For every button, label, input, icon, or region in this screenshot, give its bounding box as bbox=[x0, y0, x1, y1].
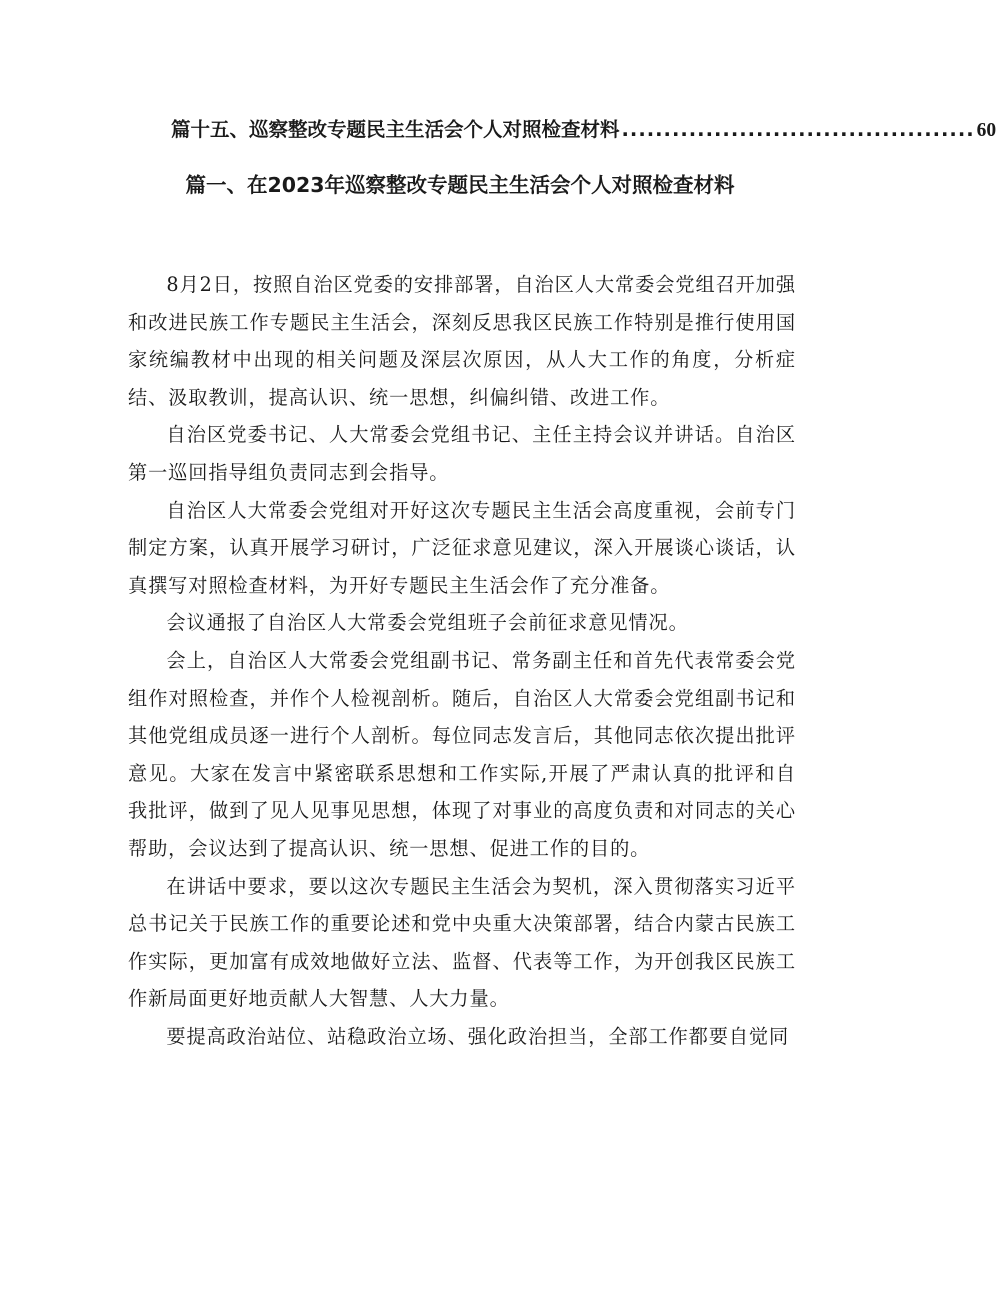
paragraph: 自治区人大常委会党组对开好这次专题民主生活会高度重视，会前专门制定方案，认真开展学习研讨，广泛征求意见建议，深入开展谈心谈话，认真撰写对照检查材料，为开好专题民主生活会作了充分准备。 bbox=[128, 498, 796, 597]
toc-page-number: 60 bbox=[976, 120, 996, 141]
document-heading: 篇一、在2023年巡察整改专题民主生活会个人对照检查材料 bbox=[185, 173, 735, 197]
paragraph: 要提高政治站位、站稳政治立场、强化政治担当，全部工作都要自觉同 bbox=[166, 1024, 790, 1048]
toc-entry[interactable] bbox=[171, 114, 996, 144]
document-body bbox=[128, 266, 796, 1055]
paragraph: 会议通报了自治区人大常委会党组班子会前征求意见情况。 bbox=[166, 611, 689, 635]
paragraph: 会上，自治区人大常委会党组副书记、常务副主任和首先代表常委会党组作对照检查，并作个人检视剖析。随后，自治区人大常委会党组副书记和其他党组成员逐一进行个人剖析。每位同志发言后，其他同志依次提出批评意见。大家在发言中紧密联系思想和工作实际,开展了严肃认真的批评和自我批评，做到了见人见事见思想，体现了对事业的高度负责和对同志的关心帮助，会议达到了提高认识、统一思想、促进工作的目的。 bbox=[128, 648, 796, 860]
paragraph: 8月2日，按照自治区党委的安排部署，自治区人大常委会党组召开加强和改进民族工作专题民主生活会，深刻反思我区民族工作特别是推行使用国家统编教材中出现的相关问题及深层次原因，从人大工作的角度，分析症结、汲取教训，提高认识、统一思想，纠偏纠错、改进工作。 bbox=[128, 273, 796, 409]
toc-entry-title: 篇十五、巡察整改专题民主生活会个人对照检查材料 bbox=[171, 118, 620, 141]
toc-leader-dots: .......................................... bbox=[621, 118, 975, 141]
paragraph: 自治区党委书记、人大常委会党组书记、主任主持会议并讲话。自治区第一巡回指导组负责同志到会指导。 bbox=[128, 423, 796, 484]
paragraph: 在讲话中要求，要以这次专题民主生活会为契机，深入贯彻落实习近平总书记关于民族工作的重要论述和党中央重大决策部署，结合内蒙古民族工作实际，更加富有成效地做好立法、监督、代表等工作，为开创我区民族工作新局面更好地贡献人大智慧、人大力量。 bbox=[128, 874, 796, 1011]
